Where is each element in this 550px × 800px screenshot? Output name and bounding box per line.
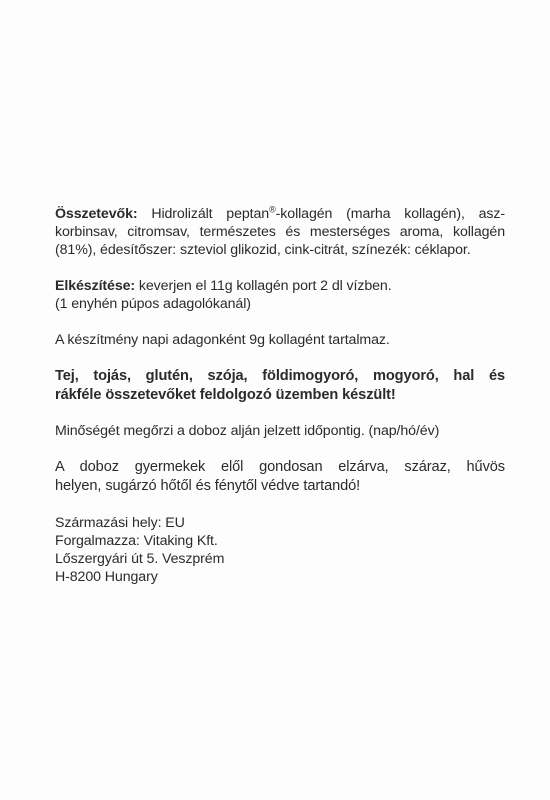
- label-text-block: [55, 205, 505, 586]
- ingredients-line-1: [55, 205, 505, 223]
- address-postal-line: H-8200 Hungary: [55, 569, 158, 585]
- best-before-text: Minőségét megőrzi a doboz alján jelzett időpontig. (nap/hó/év): [55, 423, 440, 439]
- ingredients-paragraph: [55, 205, 505, 259]
- preparation-text: keverjen el 11g kollagén port 2 dl vízben.: [138, 278, 392, 294]
- preparation-label: Elkészítése:: [55, 278, 136, 294]
- ingredients-line-2: korbinsav, citromsav, természetes és mesterséges aroma, kollagén: [55, 224, 505, 240]
- ingredients-line-3: (81%), édesítőszer: szteviol glikozid, cink-citrát, színezék: céklapor.: [55, 242, 471, 258]
- preparation-line-1: [55, 277, 505, 295]
- trademark-symbol: ®: [269, 204, 276, 215]
- preparation-paragraph: [55, 277, 505, 313]
- daily-dose-text: A készítmény napi adagonként 9g kollagént tartalmaz.: [55, 332, 390, 348]
- allergen-line-1: Tej, tojás, glutén, szója, földimogyoró, mogyoró, hal és: [55, 368, 505, 384]
- distributor-line: Forgalmazza: Vitaking Kft.: [55, 533, 218, 549]
- address-street-line: Lőszergyári út 5. Veszprém: [55, 551, 225, 567]
- origin-distributor-block: [55, 514, 505, 586]
- ingredients-label: Összetevők:: [55, 206, 138, 222]
- storage-line-1: A doboz gyermekek elől gondosan elzárva, száraz, hűvös: [55, 459, 505, 475]
- ingredients-text-1: Hidrolizált peptan: [151, 206, 270, 222]
- preparation-line-2: (1 enyhén púpos adagolókanál): [55, 296, 251, 312]
- origin-line: Származási hely: EU: [55, 515, 185, 531]
- allergen-line-2: rákféle összetevőket feldolgozó üzemben készült!: [55, 386, 396, 403]
- allergen-warning: [55, 367, 505, 404]
- storage-instructions: [55, 458, 505, 496]
- storage-line-2: helyen, sugárzó hőtől és fénytől védve tartandó!: [55, 478, 361, 494]
- ingredients-text-1b: -kollagén (marha kollagén), asz-: [275, 206, 506, 222]
